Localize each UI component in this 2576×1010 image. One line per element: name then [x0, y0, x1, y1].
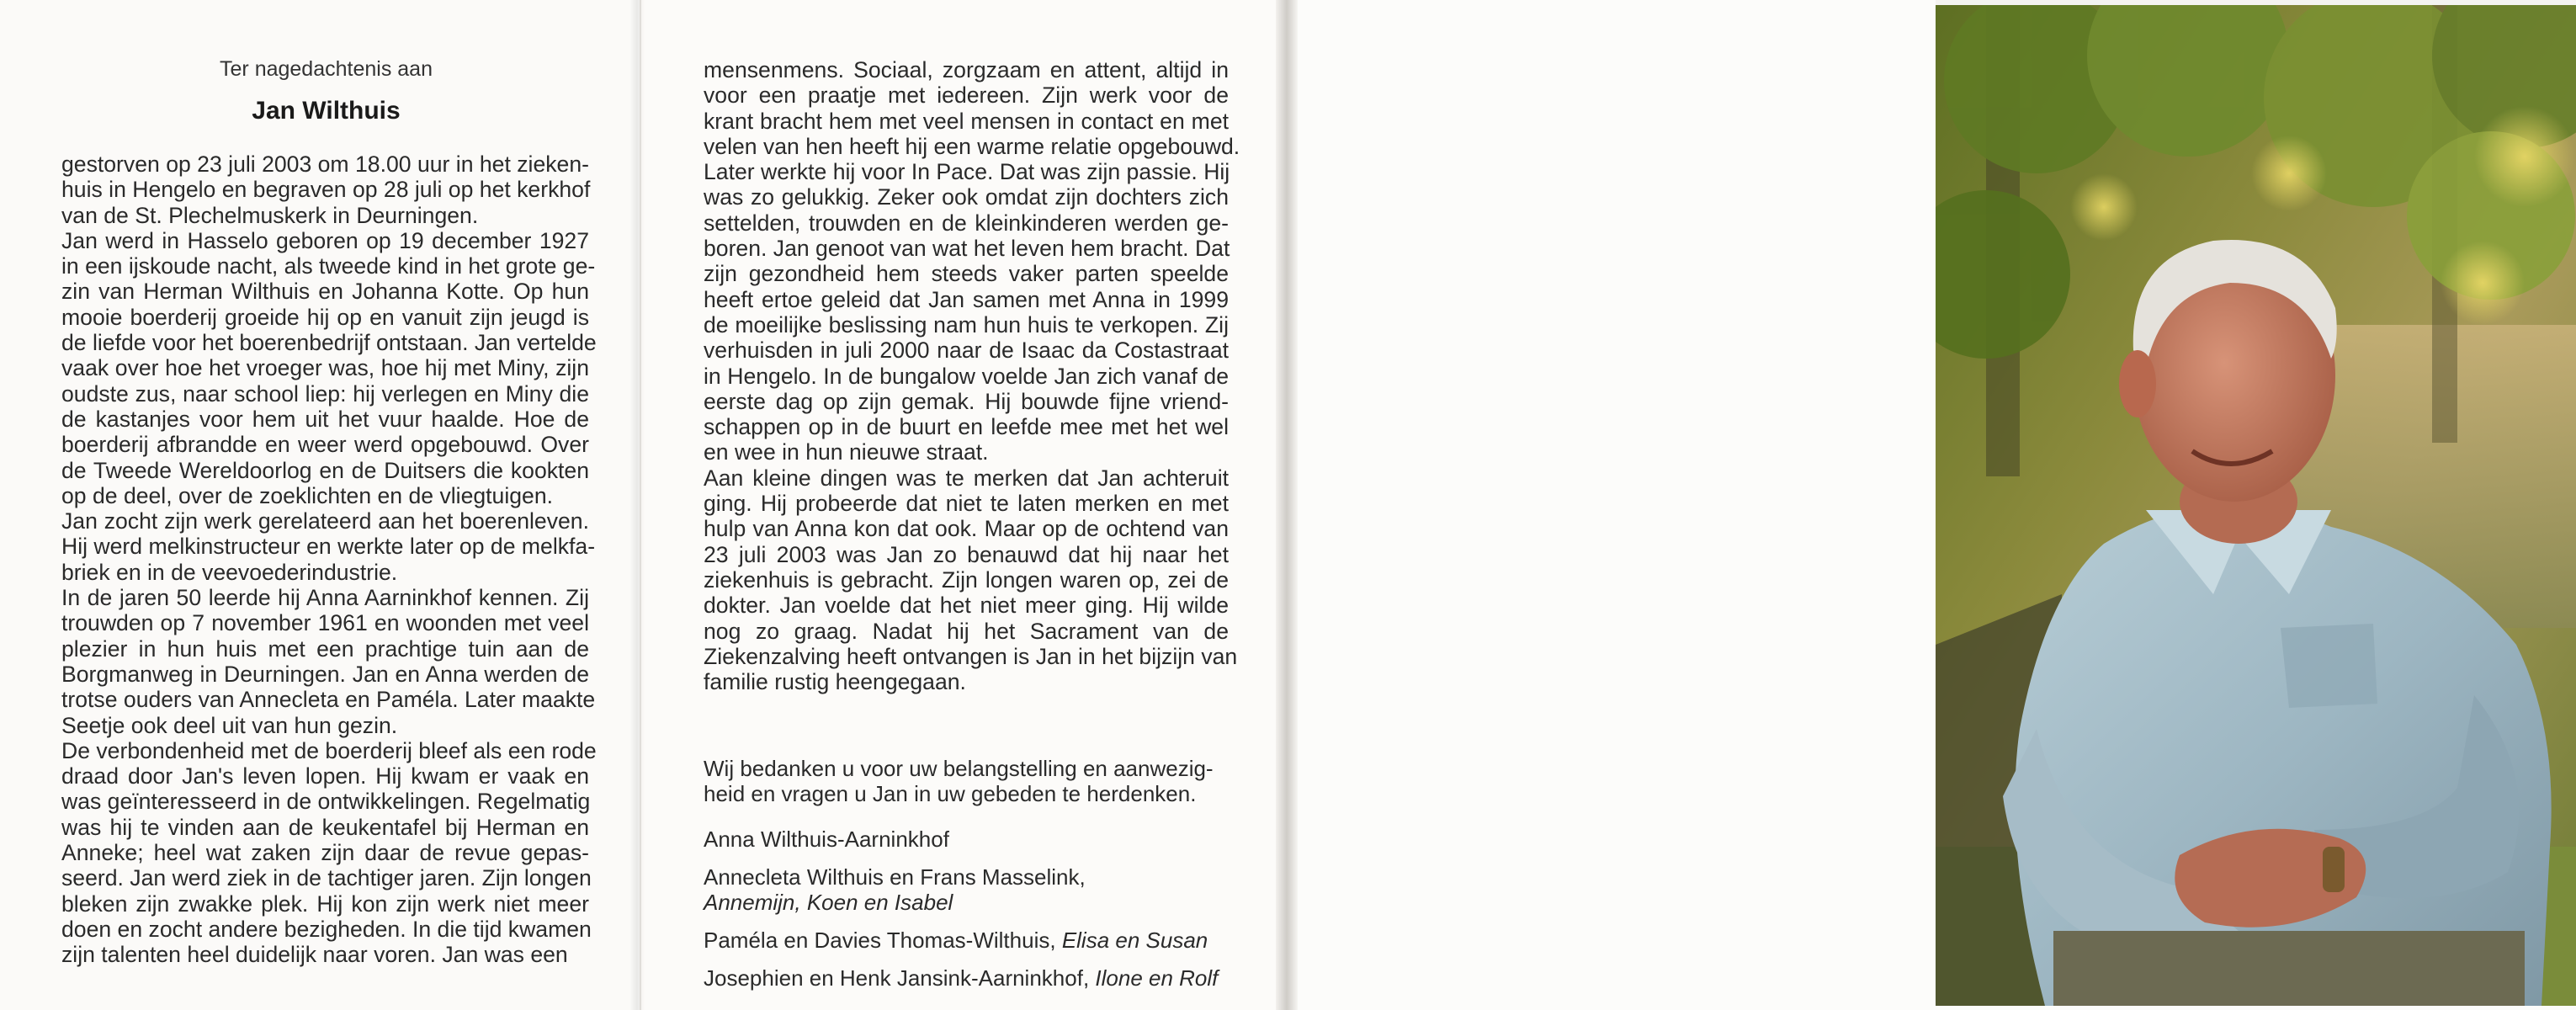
family-children: Ilone en Rolf — [1095, 965, 1219, 991]
text-line: verhuisden in juli 2000 naar de Isaac da Costastraat — [704, 338, 1229, 364]
deceased-name: Jan Wilthuis — [252, 97, 401, 125]
text-line: briek en in de veevoederindustrie. — [61, 559, 398, 585]
biography-paragraph — [704, 465, 1238, 695]
text-line: gestorven op 23 juli 2003 om 18.00 uur in het zieken- — [61, 152, 589, 177]
text-line: zijn talenten heel duidelijk naar voren. Jan was een — [61, 942, 568, 968]
thanks-text — [704, 756, 1229, 807]
family-member — [704, 827, 1259, 852]
text-line: de kastanjes voor hem uit het vuur haalde. Hoe de — [61, 406, 589, 432]
fold-line — [1276, 0, 1298, 1010]
text-line: Seetje ook deel uit van hun gezin. — [61, 712, 398, 738]
text-line: ging. Hij probeerde dat niet te laten merken en met — [704, 491, 1229, 517]
text-line: vaak over hoe het vroeger was, hoe hij met Miny, zijn — [61, 355, 589, 381]
text-line: Ziekenzalving heeft ontvangen is Jan in het bijzijn van — [704, 643, 1238, 669]
text-line: en wee in hun nieuwe straat. — [704, 439, 989, 465]
thanks-line: Wij bedanken u voor uw belangstelling en aanwezig- — [704, 756, 1214, 781]
text-line: plezier in hun huis met een prachtige tuin aan de — [61, 635, 589, 662]
text-line: seerd. Jan werd ziek in de tachtiger jaren. Zijn longen — [61, 865, 592, 891]
text-line: de moeilijke beslissing nam hun huis te verkopen. Zij — [704, 311, 1229, 338]
biography-paragraph — [704, 57, 1240, 465]
fold-line — [629, 0, 645, 1010]
text-line: eerste dag op zijn gemak. Hij bouwde fijne vriend- — [704, 388, 1229, 414]
text-line: voor een praatje met iedereen. Zijn werk voor de — [704, 82, 1229, 109]
text-line: Aan kleine dingen was te merken dat Jan achteruit — [704, 465, 1229, 491]
text-line: trotse ouders van Annecleta en Paméla. Later maakte — [61, 687, 596, 713]
text-line: was zo gelukkig. Zeker ook omdat zijn dochters zich — [704, 184, 1229, 210]
family-member — [704, 928, 1259, 953]
text-line: Later werkte hij voor In Pace. Dat was zijn passie. Hij — [704, 159, 1230, 185]
text-line: mooie boerderij groeide hij op en vanuit zijn jeugd is — [61, 304, 589, 330]
text-line: bleken zijn zwakke plek. Hij kon zijn werk niet meer — [61, 890, 589, 917]
text-line: dokter. Jan voelde dat het niet meer ging. Hij wilde — [704, 593, 1229, 619]
text-line: draad door Jan's leven lopen. Hij kwam er vaak en — [61, 763, 589, 789]
wristwatch — [2323, 847, 2345, 892]
family-member — [704, 965, 1259, 991]
text-line: van de St. Plechelmuskerk in Deurningen. — [61, 202, 479, 228]
biography-paragraph — [61, 737, 597, 968]
trousers — [2053, 931, 2525, 1006]
text-line: 23 juli 2003 was Jan zo benauwd dat hij naar het — [704, 541, 1229, 567]
text-line: ziekenhuis is gebracht. Zijn longen waren op, zei de — [704, 566, 1229, 593]
text-line: velen van hen heeft hij een warme relatie opgebouwd. — [704, 133, 1240, 159]
biography-paragraph — [61, 227, 597, 508]
text-line: In de jaren 50 leerde hij Anna Aarninkhof kennen. Zij — [61, 585, 589, 611]
text-line: krant bracht hem met veel mensen in contact en met — [704, 108, 1229, 134]
family-names: Anna Wilthuis-Aarninkhof — [704, 827, 949, 852]
text-line: Jan werd in Hasselo geboren op 19 december 1927 — [61, 227, 589, 253]
biography-paragraph — [61, 585, 596, 738]
family-children: Annemijn, Koen en Isabel — [704, 890, 953, 915]
text-line: mensenmens. Sociaal, zorgzaam en attent, altijd in — [704, 57, 1229, 82]
text-line: Anneke; heel wat zaken zijn daar de revue gepas- — [61, 840, 589, 866]
text-line: was hij te vinden aan de keukentafel bij Herman en — [61, 814, 589, 840]
shirt-pocket — [2281, 624, 2377, 708]
family-names: Paméla en Davies Thomas-Wilthuis, — [704, 928, 1056, 953]
text-line: De verbondenheid met de boerderij bleef als een rode — [61, 737, 597, 763]
text-line: was geïnteresseerd in de ontwikkelingen. Regelmatig — [61, 789, 591, 815]
text-line: oudste zus, naar school liep: hij verlegen en Miny die — [61, 380, 589, 407]
ear — [2119, 350, 2156, 417]
text-line: zin van Herman Wilthuis en Johanna Kotte. Op hun — [61, 279, 589, 305]
text-line: op de deel, over de zoeklichten en de vliegtuigen. — [61, 482, 553, 508]
text-line: schappen op in de buurt en leefde mee met het wel — [704, 414, 1229, 440]
text-line: boerderij afbrandde en weer werd opgebouwd. Over — [61, 432, 589, 458]
text-line: de liefde voor het boerenbedrijf ontstaan. Jan vertelde — [61, 330, 597, 356]
family-children: Elisa en Susan — [1061, 928, 1208, 953]
text-line: boren. Jan genoot van wat het leven hem bracht. Dat — [704, 236, 1230, 262]
family-member — [704, 864, 1259, 915]
biography-paragraph — [61, 152, 589, 228]
text-line: doen en zocht andere bezigheden. In die tijd kwamen — [61, 916, 592, 942]
family-list — [704, 827, 1259, 1003]
family-names: Annecleta Wilthuis en Frans Masselink, — [704, 864, 1086, 890]
text-line: nog zo graag. Nadat hij het Sacrament van de — [704, 618, 1229, 644]
text-line: in een ijskoude nacht, als tweede kind in het grote ge- — [61, 253, 596, 279]
intro-text: Ter nagedachtenis aan — [220, 57, 433, 81]
text-line: trouwden op 7 november 1961 en woonden met veel — [61, 610, 589, 636]
thanks-line: heid en vragen u Jan in uw gebeden te herdenken. — [704, 781, 1197, 807]
text-line: Jan zocht zijn werk gerelateerd aan het boerenleven. — [61, 508, 589, 534]
biography-paragraph — [61, 508, 596, 585]
biography-column-right — [704, 57, 1240, 695]
biography-column-left — [61, 152, 597, 968]
text-line: Hij werd melkinstructeur en werkte later op de melkfa- — [61, 534, 596, 560]
text-line: Borgmanweg in Deurningen. Jan en Anna werden de — [61, 661, 589, 687]
text-line: zijn gezondheid hem steeds vaker parten speelde — [704, 261, 1229, 287]
text-line: in Hengelo. In de bungalow voelde Jan zich vanaf de — [704, 363, 1229, 389]
text-line: familie rustig heengegaan. — [704, 669, 966, 695]
memorial-photo — [1936, 5, 2576, 1006]
text-line: de Tweede Wereldoorlog en de Duitsers die kookten — [61, 457, 589, 483]
text-line: hulp van Anna kon dat ook. Maar op de ochtend van — [704, 516, 1229, 542]
text-line: settelden, trouwden en de kleinkinderen werden ge- — [704, 210, 1229, 236]
text-line: heeft ertoe geleid dat Jan samen met Anna in 1999 — [704, 286, 1229, 312]
family-names: Josephien en Henk Jansink-Aarninkhof, — [704, 965, 1090, 991]
text-line: huis in Hengelo en begraven op 28 juli op het kerkhof — [61, 177, 591, 203]
